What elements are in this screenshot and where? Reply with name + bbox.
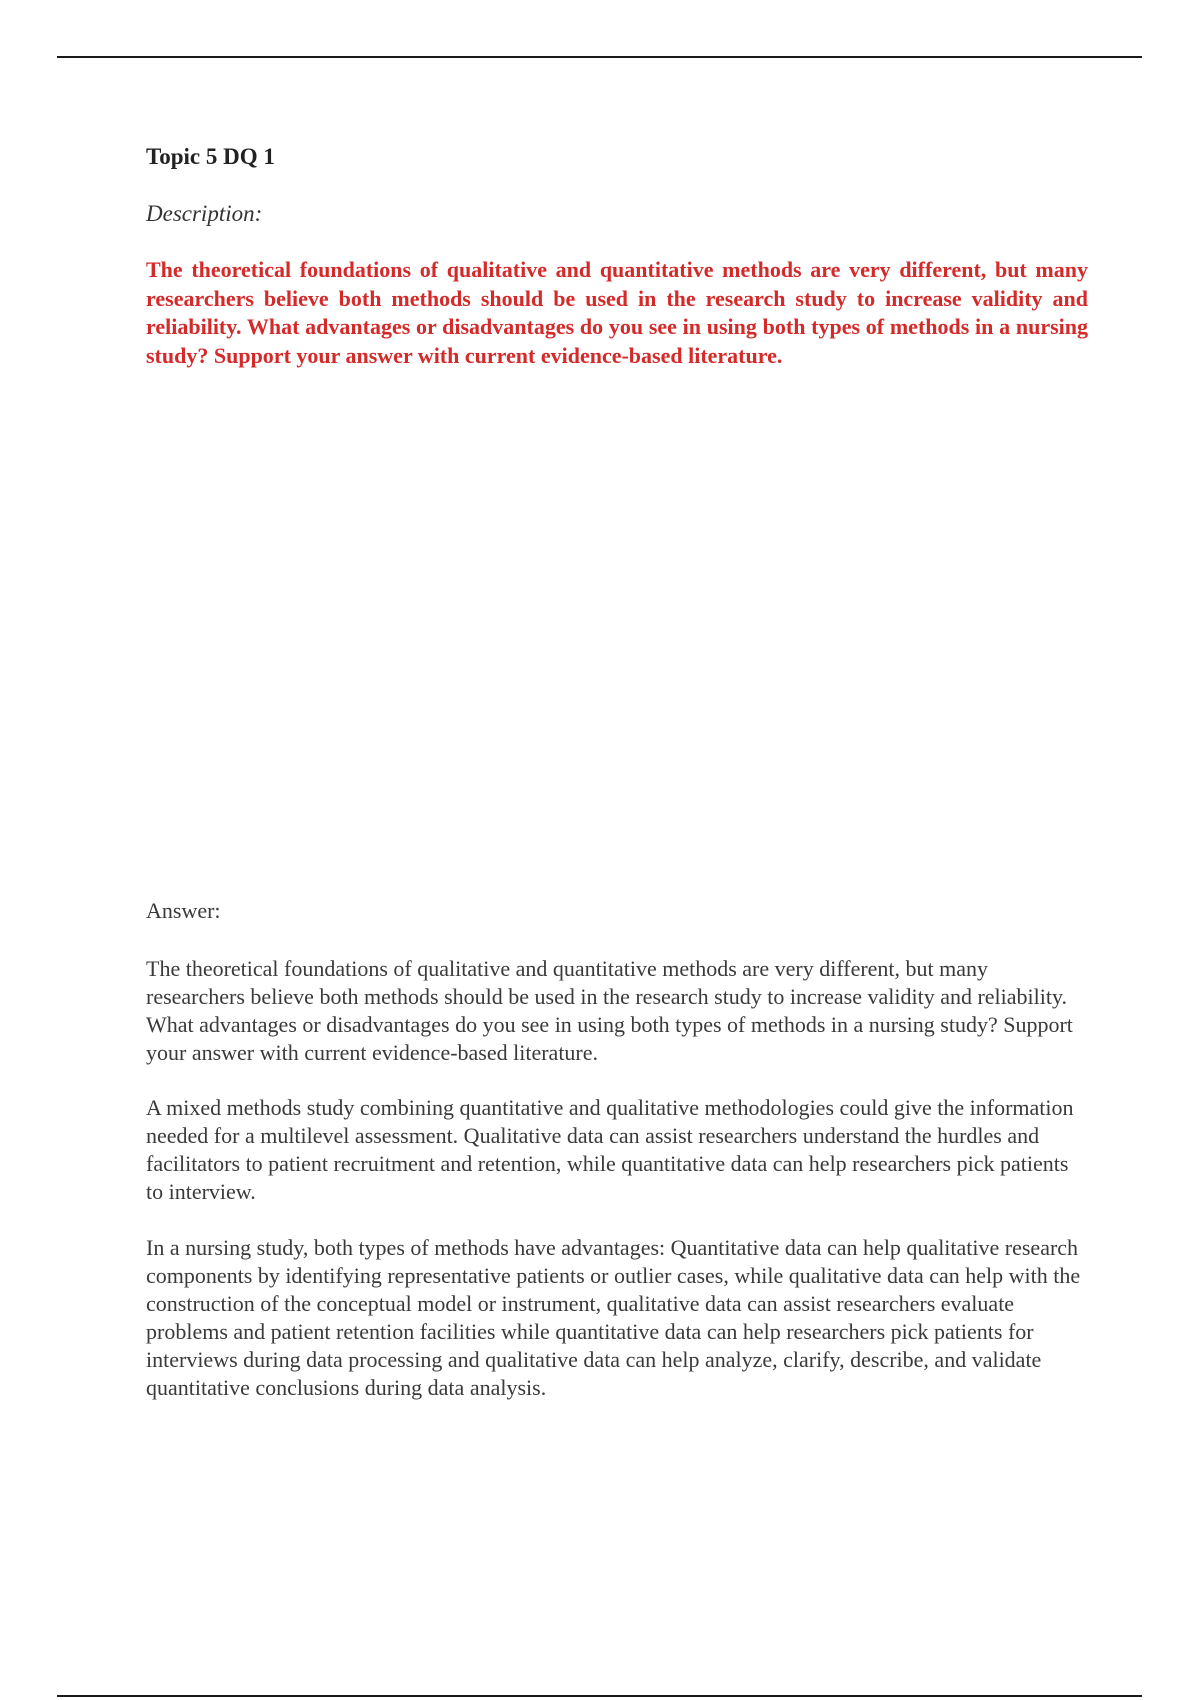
topic-title: Topic 5 DQ 1 bbox=[146, 144, 275, 169]
top-rule bbox=[57, 56, 1142, 58]
answer-label: Answer: bbox=[146, 898, 221, 923]
description-label: Description: bbox=[146, 201, 263, 226]
answer-paragraph: The theoretical foundations of qualitative and quantitative methods are very different, but many researchers believe both methods should be used in the research study to increase validity and reliability. What advantages or disadvantages do you see in using both types of methods in a nursing study? Support your answer with current evidence-based literature. bbox=[146, 956, 1073, 1065]
answer-paragraph: A mixed methods study combining quantitative and qualitative methodologies could give the information needed for a multilevel assessment. Qualitative data can assist researchers understand the hurdles and facilitators to patient recruitment and retention, while quantitative data can help researchers pick patients to interview. bbox=[146, 1095, 1074, 1204]
discussion-prompt: The theoretical foundations of qualitative and quantitative methods are very different, but many researchers believe both methods should be used in the research study to increase validity and reliability. What advantages or disadvantages do you see in using both types of methods in a nursing study? Support your answer with current evidence-based literature. bbox=[146, 257, 1088, 368]
bottom-rule bbox=[57, 1695, 1142, 1697]
answer-paragraph: In a nursing study, both types of methods have advantages: Quantitative data can help qualitative research components by identifying representative patients or outlier cases, while qualitative data can help with the construction of the conceptual model or instrument, qualitative data can assist researchers evaluate problems and patient retention facilities while quantitative data can help researchers pick patients for interviews during data processing and qualitative data can help analyze, clarify, describe, and validate quantitative conclusions during data analysis. bbox=[146, 1235, 1081, 1400]
